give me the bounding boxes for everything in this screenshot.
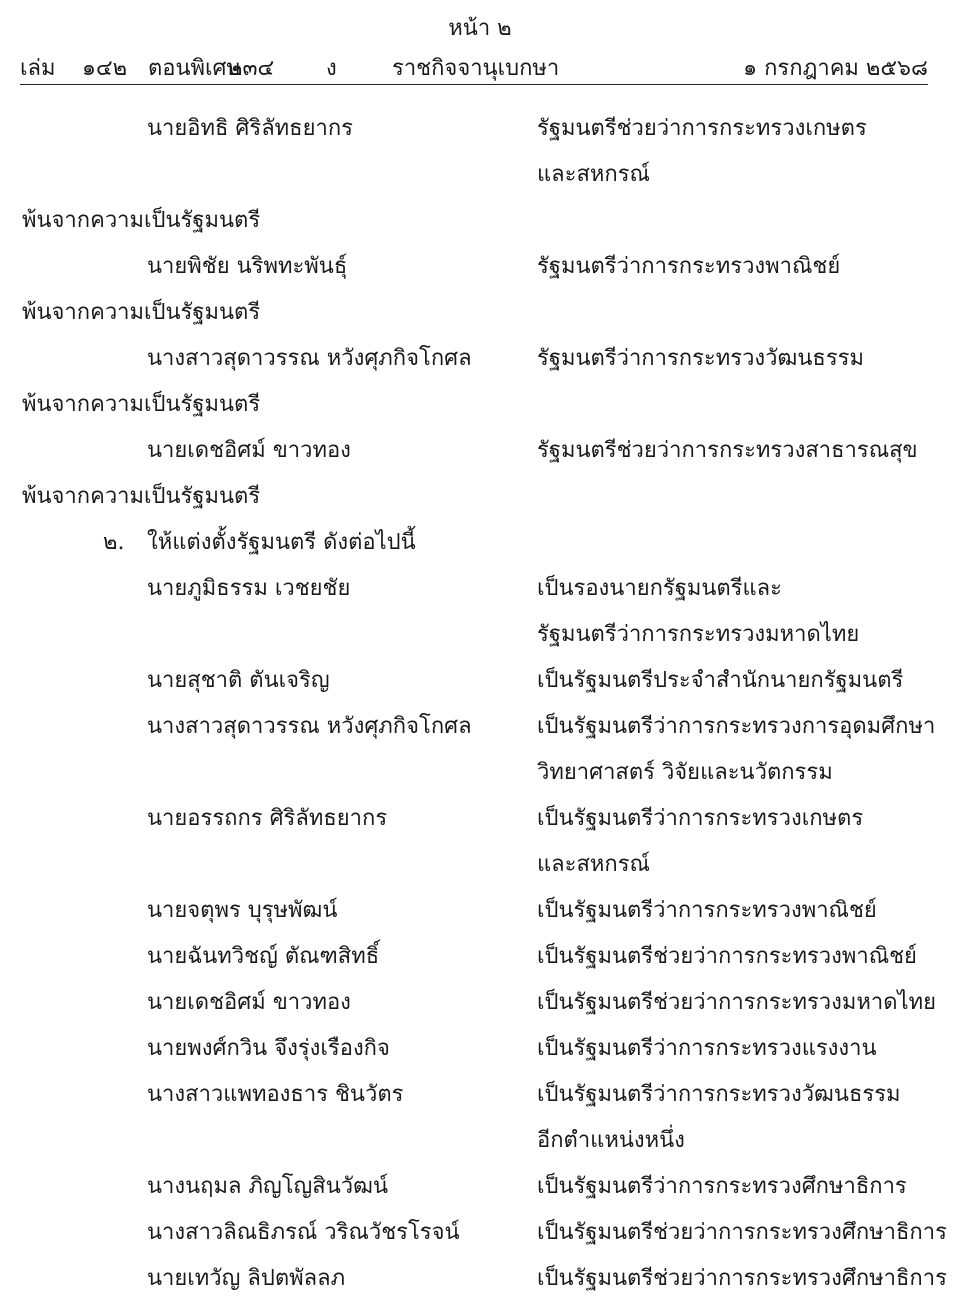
person-name: นายพงศ์กวิน จึงรุ่งเรืองกิจ [147,1036,390,1061]
position-title: เป็นรัฐมนตรีว่าการกระทรวงแรงงาน [537,1036,877,1061]
appointment-entry [0,1164,960,1210]
volume-number: ๑๔๒ [82,56,128,81]
person-name: นายสุชาติ ตันเจริญ [147,668,330,693]
appointment-entry [0,888,960,934]
appointment-entry [0,106,960,152]
appointment-entry [0,428,960,474]
person-name: นายเดชอิศม์ ขาวทอง [147,438,351,463]
position-title: เป็นรัฐมนตรีช่วยว่าการกระทรวงมหาดไทย [537,990,936,1015]
person-name: นางนฤมล ภิญโญสินวัฒน์ [147,1174,389,1199]
person-name: นายภูมิธรรม เวชยชัย [147,576,351,601]
position-title: รัฐมนตรีช่วยว่าการกระทรวงเกษตร [537,116,867,141]
person-name: นายอรรถกร ศิริลัทธยากร [147,806,388,831]
person-name: นายเดชอิศม์ ขาวทอง [147,990,351,1015]
appointment-entry [0,934,960,980]
gazette-name: ราชกิจจานุเบกษา [392,56,560,81]
position-title: เป็นรองนายกรัฐมนตรีและ [537,576,782,601]
appointment-entry [0,796,960,842]
appointment-entry [0,1072,960,1118]
position-continuation [0,842,960,888]
gazette-header [20,50,928,80]
appointment-entry [0,658,960,704]
position-title-continued: รัฐมนตรีว่าการกระทรวงมหาดไทย [537,622,860,647]
position-continuation [0,612,960,658]
appointment-entry [0,244,960,290]
position-title: รัฐมนตรีช่วยว่าการกระทรวงสาธารณสุข [537,438,918,463]
document-body [0,106,960,1302]
person-name: นายพิชัย นริพทะพันธุ์ [147,254,348,279]
clause-text: ให้แต่งตั้งรัฐมนตรี ดังต่อไปนี้ [147,530,416,555]
position-title: เป็นรัฐมนตรีประจำสำนักนายกรัฐมนตรี [537,668,904,693]
removal-note [0,382,960,428]
position-continuation [0,152,960,198]
numbered-clause [0,520,960,566]
person-name: นางสาวแพทองธาร ชินวัตร [147,1082,404,1107]
position-title-continued: และสหกรณ์ [537,162,650,187]
clause-number: ๒. [103,530,125,555]
person-name: นายจตุพร บุรุษพัฒน์ [147,898,338,923]
position-title: เป็นรัฐมนตรีว่าการกระทรวงศึกษาธิการ [537,1174,907,1199]
position-continuation [0,1118,960,1164]
appointment-entry [0,1210,960,1256]
appointment-entry [0,704,960,750]
position-title: รัฐมนตรีว่าการกระทรวงวัฒนธรรม [537,346,864,371]
appointment-entry [0,1026,960,1072]
removal-note [0,198,960,244]
position-title-continued: อีกตำแหน่งหนึ่ง [537,1128,685,1153]
person-name: นางสาวสุดาวรรณ หวังศุภกิจโกศล [147,346,472,371]
position-continuation [0,750,960,796]
removal-text: พ้นจากความเป็นรัฐมนตรี [22,300,261,325]
person-name: นางสาวลิณธิภรณ์ วริณวัชรโรจน์ [147,1220,460,1245]
person-name: นายเทวัญ ลิปตพัลลภ [147,1266,346,1291]
person-name: นางสาวสุดาวรรณ หวังศุภกิจโกศล [147,714,472,739]
appointment-entry [0,980,960,1026]
position-title-continued: และสหกรณ์ [537,852,650,877]
removal-text: พ้นจากความเป็นรัฐมนตรี [22,208,261,233]
issue-number: ๒๓๔ [228,56,275,81]
person-name: นายฉันทวิชญ์ ตัณฑสิทธิ์ [147,944,380,969]
removal-text: พ้นจากความเป็นรัฐมนตรี [22,484,261,509]
removal-note [0,290,960,336]
appointment-entry [0,1256,960,1302]
position-title-continued: วิทยาศาสตร์ วิจัยและนวัตกรรม [537,760,833,785]
position-title: เป็นรัฐมนตรีช่วยว่าการกระทรวงศึกษาธิการ [537,1266,947,1291]
position-title: เป็นรัฐมนตรีว่าการกระทรวงการอุดมศึกษา [537,714,936,739]
header-divider [20,84,928,85]
issue-suffix: ง [326,56,337,81]
page-number: หน้า ๒ [448,16,512,41]
person-name: นายอิทธิ ศิริลัทธยากร [147,116,353,141]
removal-text: พ้นจากความเป็นรัฐมนตรี [22,392,261,417]
removal-note [0,474,960,520]
position-title: เป็นรัฐมนตรีว่าการกระทรวงพาณิชย์ [537,898,877,923]
appointment-entry [0,336,960,382]
volume-label: เล่ม [20,56,56,81]
position-title: เป็นรัฐมนตรีช่วยว่าการกระทรวงพาณิชย์ [537,944,917,969]
position-title: เป็นรัฐมนตรีว่าการกระทรวงวัฒนธรรม [537,1082,901,1107]
issue-label: ตอนพิเศษ [148,56,242,81]
position-title: เป็นรัฐมนตรีช่วยว่าการกระทรวงศึกษาธิการ [537,1220,947,1245]
appointment-entry [0,566,960,612]
position-title: เป็นรัฐมนตรีว่าการกระทรวงเกษตร [537,806,864,831]
publication-date: ๑ กรกฎาคม ๒๕๖๘ [743,56,928,81]
position-title: รัฐมนตรีว่าการกระทรวงพาณิชย์ [537,254,841,279]
